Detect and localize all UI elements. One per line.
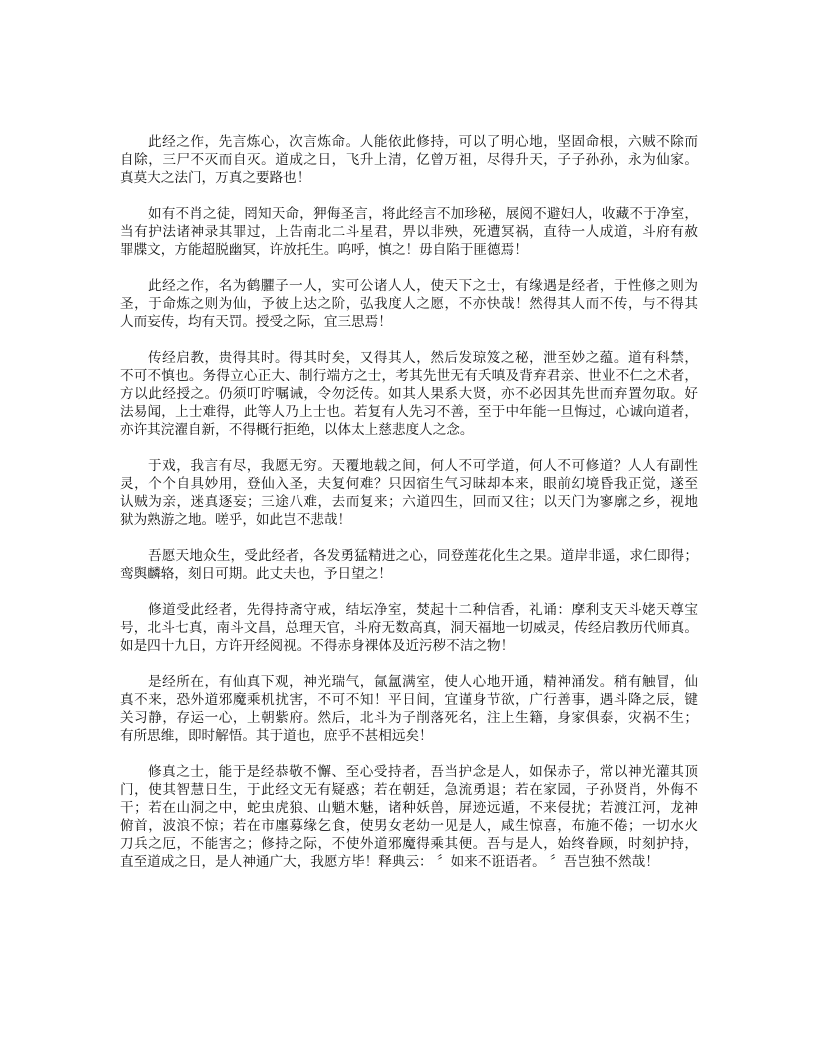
text-line: 号，北斗七真，南斗文昌，总理天官，斗府无数高真，洞天福地一切威灵，传经启教历代师真。: [120, 620, 698, 636]
text-line: 鸾舆麟辂，刻日可期。此丈夫也，予日望之！: [120, 566, 392, 582]
document-body: [120, 133, 698, 889]
paragraph: [120, 763, 698, 871]
paragraph: [120, 133, 698, 187]
text-line: 真不来，恐外道邪魔乘机扰害，不可不知！平日间，宜谨身节欲，广行善事，遇斗降之辰，键: [120, 692, 698, 708]
text-line: 如是四十九日，方许开经阅视。不得赤身裸体及近污秽不洁之物！: [120, 638, 515, 654]
text-line: 关习静，存运一心，上朝紫府。然后，北斗为子削落死名，注上生籍，身家俱泰，灾祸不生；: [120, 710, 698, 726]
text-line: 自除，三尸不灭而自灭。道成之日，飞升上清，亿曾万祖，尽得升天，子子孙孙，永为仙家。: [120, 152, 698, 168]
text-line: 狱为熟游之地。嗟乎，如此岂不悲哉！: [120, 512, 352, 528]
text-line: 真莫大之法门，万真之要路也！: [120, 170, 311, 186]
text-line: 吾愿天地众生，受此经者，各发勇猛精进之心，同登莲花化生之果。道岸非遥，求仁即得；: [148, 548, 698, 564]
text-line: 圣，于命炼之则为仙，予彼上达之阶，弘我度人之愿，不亦快哉！然得其人而不传，与不得其: [120, 296, 698, 312]
text-line: 不可不慎也。务得立心正大、制行端方之士，考其先世无有夭嗔及背弃君亲、世业不仁之术者，: [120, 368, 698, 384]
text-line: 直至道成之日，是人神通广大，我愿方毕！释典云： 〞如来不诳语者。 〞吾岂独不然哉！: [120, 854, 659, 870]
paragraph: [120, 205, 698, 259]
text-line: 此经之作，名为鹤臞子一人，实可公诸人人，使天下之士，有缘遇是经者，于性修之则为: [148, 278, 698, 294]
text-line: 此经之作，先言炼心，次言炼命。人能依此修持，可以了明心地，坚固命根，六贼不除而: [148, 134, 698, 150]
text-line: 当有护法诸神录其罪过，上告南北二斗星君，畀以非殃，死遭冥祸，直待一人成道，斗府有赦: [120, 224, 698, 240]
text-line: 人而妄传，均有天罚。授受之际，宜三思焉！: [120, 314, 392, 330]
text-line: 罪牒文，方能超脱幽冥，许放托生。呜呼，慎之！毋自陷于匪德焉！: [120, 242, 528, 258]
text-line: 方以此经授之。仍须叮咛嘱诫，令勿泛传。如其人果系大贤，亦不必因其先世而弃置勿取。好: [120, 386, 698, 402]
paragraph: [120, 457, 698, 529]
text-line: 如有不肖之徒，罔知天命，狎侮圣言，将此经言不加珍秘，展阅不避妇人，收藏不于净室，: [148, 206, 698, 222]
text-line: 干；若在山洞之中，蛇虫虎狼、山魈木魅，诸种妖兽，屏迹远遁，不来侵扰；若渡江河，龙神: [120, 800, 698, 816]
paragraph: [120, 547, 698, 583]
text-line: 于戏，我言有尽，我愿无穷。天覆地载之间，何人不可学道，何人不可修道？人人有副性: [148, 458, 698, 474]
text-line: 修道受此经者，先得持斋守戒，结坛净室，焚起十二种信香，礼诵：摩利支天斗姥天尊宝: [148, 602, 698, 618]
text-line: 刀兵之厄，不能害之；修持之际，不使外道邪魔得乘其便。吾与是人，始终眷顾，时刻护持，: [120, 836, 698, 852]
paragraph: [120, 601, 698, 655]
text-line: 法易闻，上士难得，此等人乃上士也。若复有人先习不善，至于中年能一旦悔过，心诚向道者，: [120, 404, 698, 420]
text-line: 亦许其浣濯自新，不得概行拒绝，以体太上慈悲度人之念。: [120, 422, 474, 438]
text-line: 门，使其智慧日生，于此经文无有疑惑；若在朝廷，急流勇退；若在家园，子孙贤肖，外侮不: [120, 782, 698, 798]
text-line: 修真之士，能于是经恭敬不懈、至心受持者，吾当护念是人，如保赤子，常以神光灌其顶: [148, 764, 698, 780]
text-line: 传经启教，贵得其时。得其时矣，又得其人，然后发琼笈之秘，泄至妙之蕴。道有科禁，: [148, 350, 698, 366]
text-line: 有所思维，即时解悟。其于道也，庶乎不甚相远矣！: [120, 728, 433, 744]
text-line: 认贼为亲，迷真逐妄；三途八难，去而复来；六道四生，回而又往；以天门为寥廓之乡，视地: [120, 494, 698, 510]
paragraph: [120, 349, 698, 439]
text-line: 是经所在，有仙真下观，神光瑞气，氤氲满室，使人心地开通，精神涌发。稍有触冒，仙: [148, 674, 698, 690]
paragraph: [120, 277, 698, 331]
text-line: 俯首，波浪不惊；若在市廛募缘乞食，使男女老幼一见是人，咸生惊喜，布施不倦；一切水火: [120, 818, 698, 834]
paragraph: [120, 673, 698, 745]
text-line: 灵，个个自具妙用，登仙入圣，夫复何难？只因宿生气习昧却本来，眼前幻境昏我正觉，遂至: [120, 476, 698, 492]
